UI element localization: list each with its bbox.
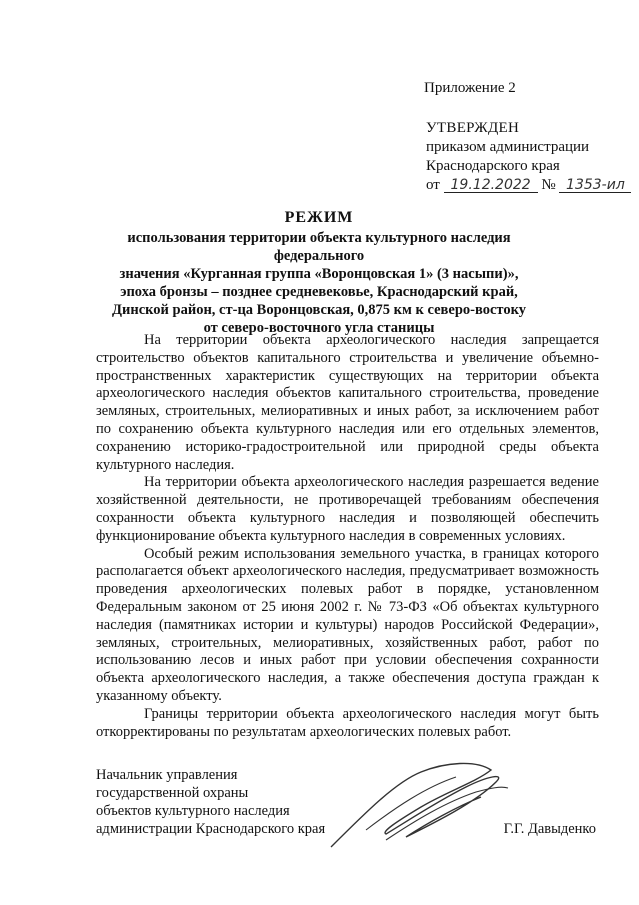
approval-date-line bbox=[426, 176, 631, 195]
handwritten-signature-image bbox=[326, 752, 516, 852]
position-line: Начальник управления bbox=[96, 767, 238, 783]
position-line: администрации Краснодарского края bbox=[96, 821, 326, 837]
approval-block bbox=[426, 119, 631, 195]
approved-line: Краснодарского края bbox=[426, 158, 560, 174]
heading-line: значения «Курганная группа «Воронцовская 1» (3 насыпи)», bbox=[119, 266, 519, 282]
date-prefix: от bbox=[426, 177, 440, 193]
heading-title: РЕЖИМ bbox=[284, 209, 354, 226]
heading-line: Динской район, ст-ца Воронцовская, 0,875 км к северо-востоку bbox=[112, 302, 526, 318]
heading-line: эпоха бронзы – позднее средневековье, Краснодарский край, bbox=[120, 284, 518, 300]
signature-block bbox=[96, 766, 606, 846]
heading-line: использования территории объекта культурного наследия федерального bbox=[127, 230, 511, 264]
handwritten-order-number: 1353-ил bbox=[559, 178, 631, 193]
approved-line: приказом администрации bbox=[426, 139, 590, 155]
signatory-name: Г.Г. Давыденко bbox=[503, 821, 596, 837]
document-heading bbox=[90, 209, 548, 337]
handwritten-date: 19.12.2022 bbox=[444, 178, 538, 193]
heading-line: от северо-восточного угла станицы bbox=[203, 320, 435, 336]
number-sign: № bbox=[541, 177, 556, 193]
body-paragraph: Границы территории объекта археологического наследия могут быть откорректированы по результатам археологических полевых работ. bbox=[96, 705, 599, 740]
approved-title: УТВЕРЖДЕН bbox=[426, 120, 520, 136]
body-paragraph: На территории объекта археологического наследия разрешается ведение хозяйственной деятельности, не противоречащей требованиям обеспечения сохранности объекта культурного наследия и позволяющей обеспечить функционирование объекта культурного наследия в современных условиях. bbox=[96, 474, 599, 544]
body-paragraph: На территории объекта археологического наследия запрещается строительство объектов капитального строительства и увеличение объемно-пространственных характеристик существующих на территории объекта археологического наследия объектов капитального строительства, проведение земляных, строительных, мелиоративных и иных работ, за исключением работ по сохранению объекта культурного наследия или его отдельных элементов, сохранению историко-градостроительной или природной среды объекта культурного наследия. bbox=[96, 332, 599, 473]
position-line: объектов культурного наследия bbox=[96, 803, 290, 819]
position-line: государственной охраны bbox=[96, 785, 249, 801]
appendix-label: Приложение 2 bbox=[424, 80, 516, 96]
body-paragraph: Особый режим использования земельного участка, в границах которого располагается объект археологического наследия, предусматривает возможность проведения археологических полевых работ в порядке, установленном Федеральным законом от 25 июня 2002 г. № 73-ФЗ «Об объектах культурного наследия (памятниках истории и культуры) народов Российской Федерации», земляных, строительных, мелиоративных, хозяйственных работ, работ по использованию лесов и иных работ при условии обеспечения сохранности объекта археологического наследия, а также обеспечения доступа граждан к указанному объекту. bbox=[96, 545, 599, 704]
document-body bbox=[96, 332, 599, 741]
